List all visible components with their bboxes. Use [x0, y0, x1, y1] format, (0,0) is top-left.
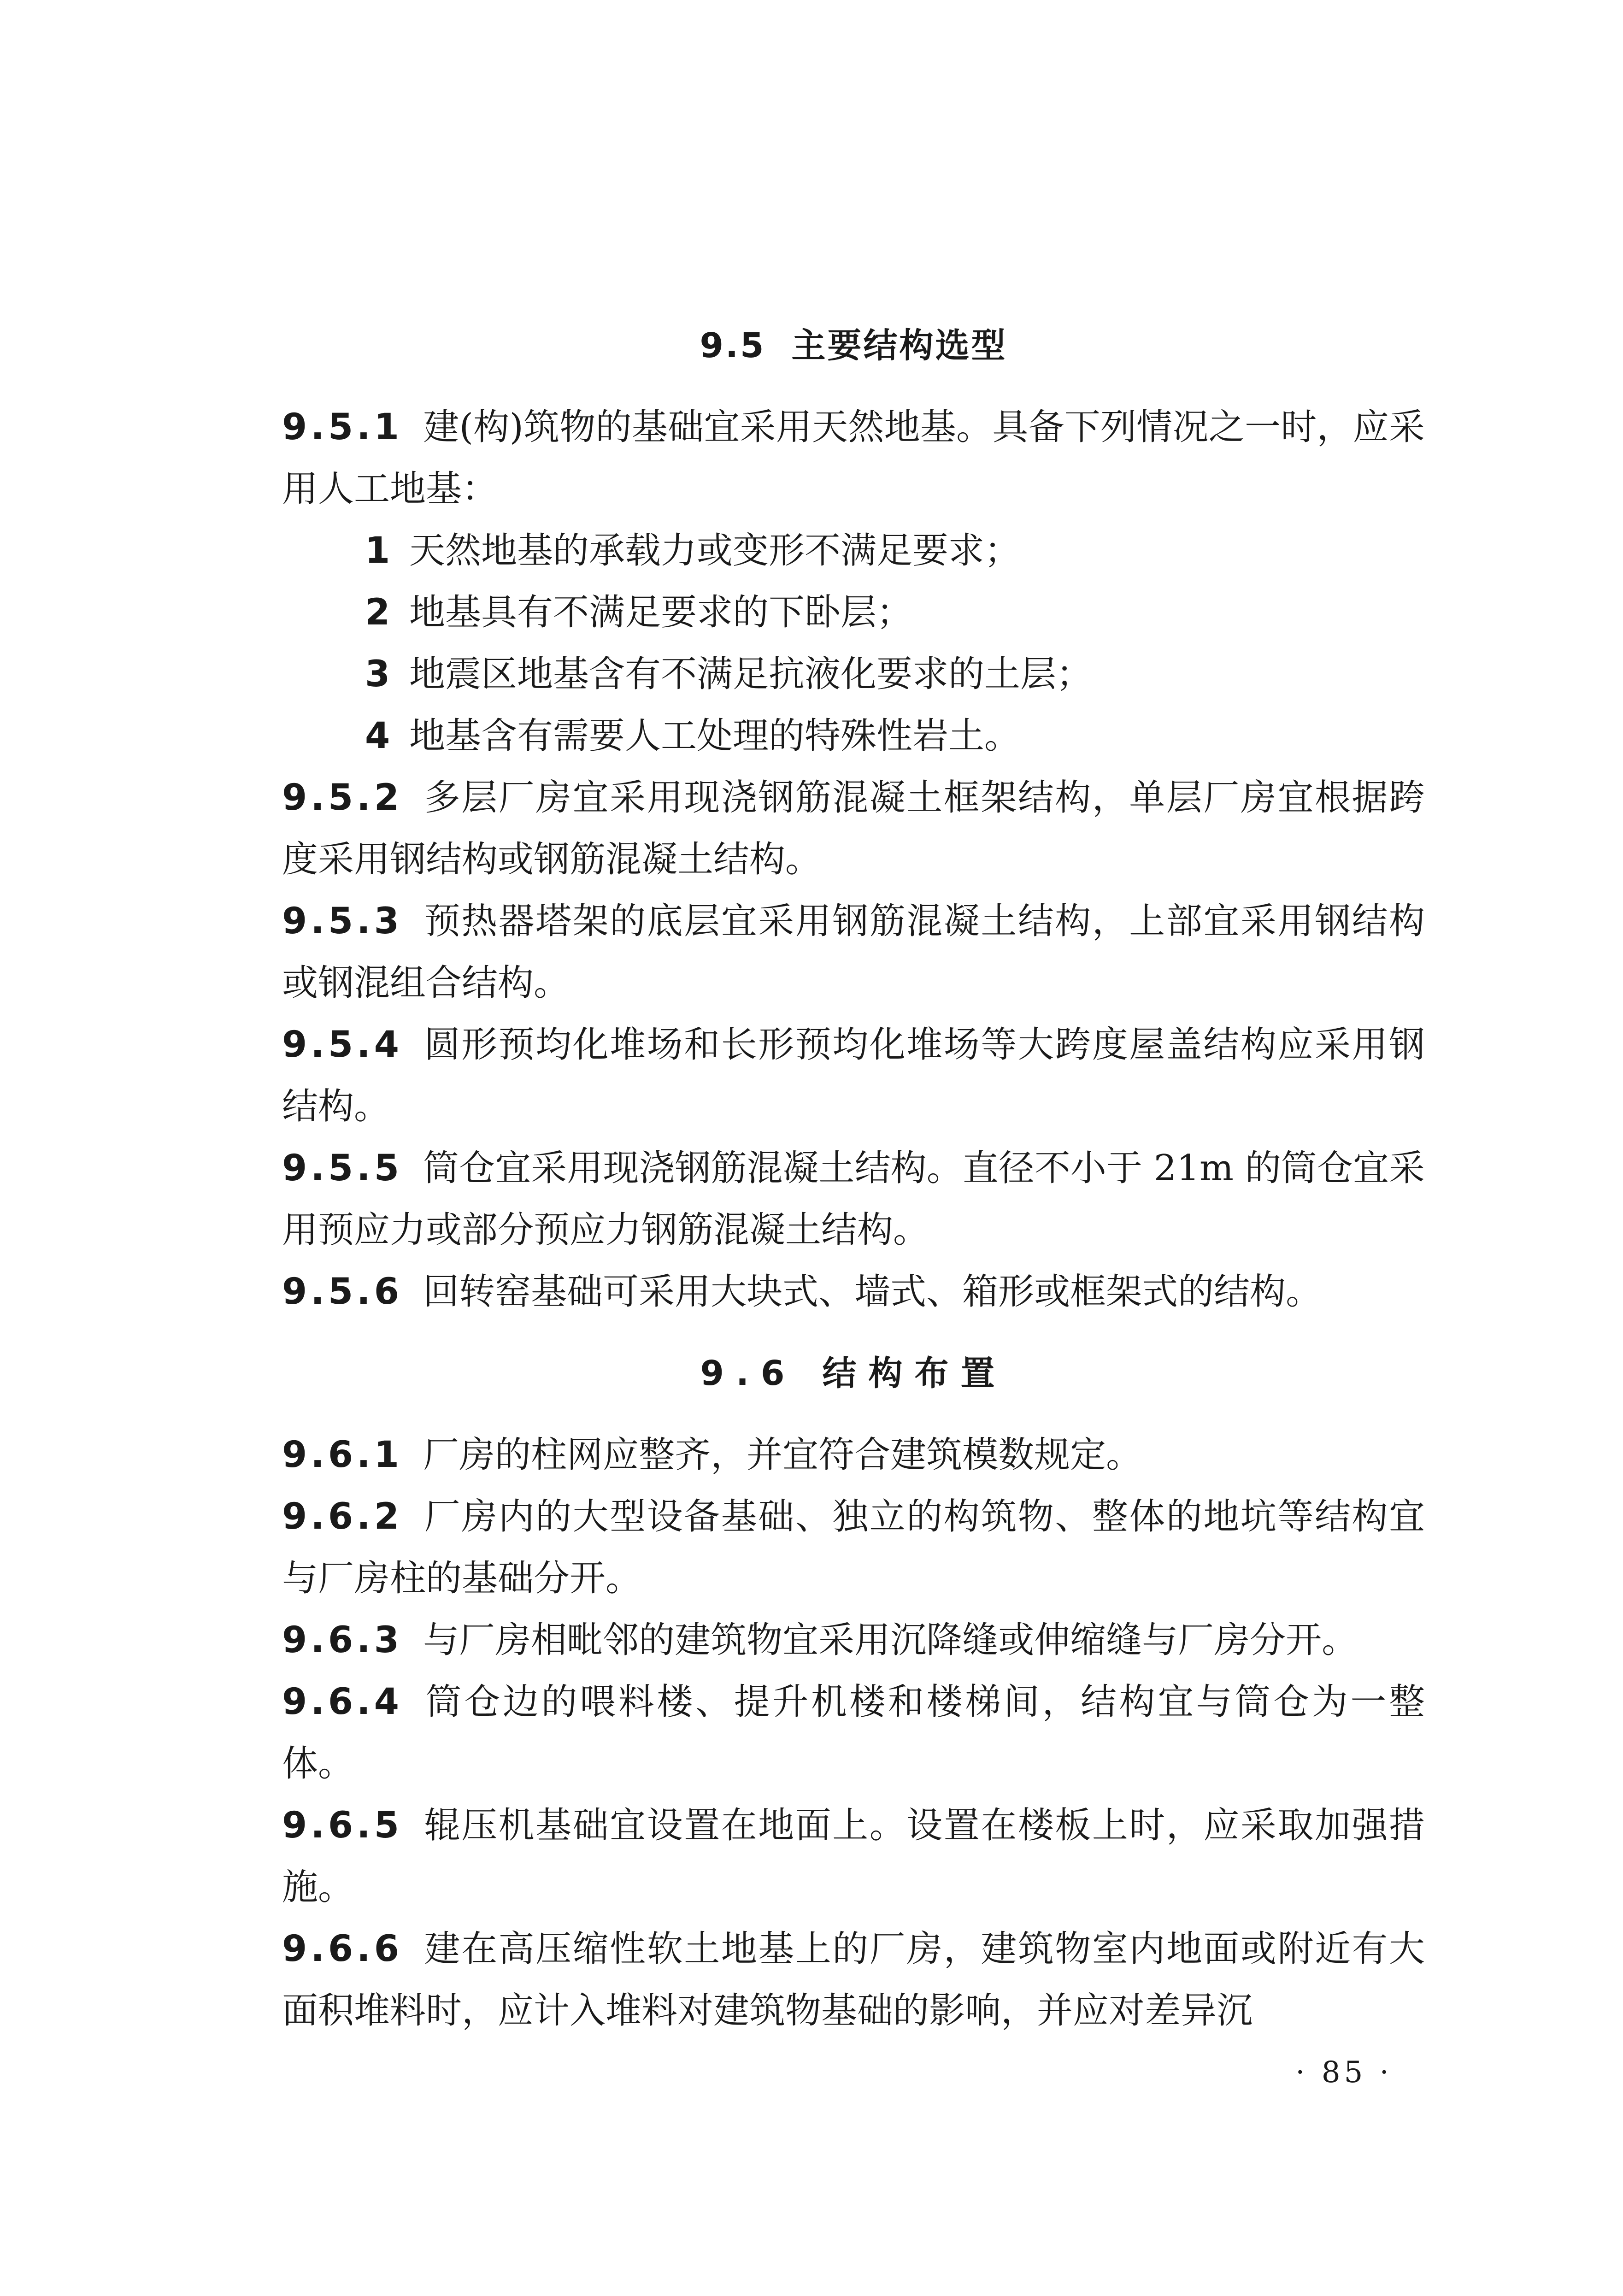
clause-number: 9.6.2	[282, 1496, 403, 1537]
page-number: · 85 ·	[1295, 2055, 1393, 2090]
clause-number: 9.5.4	[282, 1024, 403, 1066]
clause-text: 与厂房相毗邻的建筑物宜采用沉降缝或伸缩缝与厂房分开。	[423, 1619, 1358, 1661]
section-number: 9.6	[700, 1354, 797, 1393]
clause-9-5-6	[282, 1261, 1425, 1323]
document-page	[282, 313, 1425, 2042]
clause-number: 9.6.4	[282, 1681, 403, 1723]
list-item	[282, 643, 1425, 705]
clause-9-5-5	[282, 1137, 1425, 1261]
clause-9-5-1	[282, 396, 1425, 520]
clause-9-6-3	[282, 1609, 1425, 1671]
clause-number: 9.5.5	[282, 1148, 403, 1189]
clause-number: 9.6.5	[282, 1805, 403, 1846]
list-item	[282, 582, 1425, 643]
clause-text: 圆形预均化堆场和长形预均化堆场等大跨度屋盖结构应采用钢结构。	[282, 1024, 1425, 1127]
clause-text: 筒仓宜采用现浇钢筋混凝土结构。直径不小于 21m 的筒仓宜采用预应力或部分预应力钢筋混凝土结构。	[282, 1148, 1425, 1251]
item-number: 1	[365, 530, 390, 571]
clause-text: 建(构)筑物的基础宜采用天然地基。具备下列情况之一时，应采用人工地基：	[282, 406, 1425, 510]
section-heading-9-6	[282, 1341, 1425, 1406]
clause-number: 9.5.2	[282, 777, 403, 818]
clause-9-6-6	[282, 1918, 1425, 2042]
clause-9-6-2	[282, 1486, 1425, 1609]
clause-text: 预热器塔架的底层宜采用钢筋混凝土结构，上部宜采用钢结构或钢混组合结构。	[282, 901, 1425, 1004]
item-number: 3	[365, 653, 390, 695]
clause-number: 9.5.3	[282, 901, 403, 942]
list-item	[282, 520, 1425, 582]
clause-9-5-3	[282, 890, 1425, 1014]
clause-text: 多层厂房宜采用现浇钢筋混凝土框架结构，单层厂房宜根据跨度采用钢结构或钢筋混凝土结构。	[282, 777, 1425, 880]
item-text: 天然地基的承载力或变形不满足要求；	[409, 530, 1021, 571]
clause-text: 厂房的柱网应整齐，并宜符合建筑模数规定。	[423, 1434, 1142, 1476]
item-text: 地基具有不满足要求的下卧层；	[409, 592, 913, 633]
clause-number: 9.5.6	[282, 1271, 403, 1313]
clause-9-5-2	[282, 767, 1425, 890]
clause-text: 建在高压缩性软土地基上的厂房，建筑物室内地面或附近有大面积堆料时，应计入堆料对建筑物基础的影响，并应对差异沉	[282, 1928, 1425, 2031]
item-number: 4	[365, 715, 390, 757]
clause-number: 9.6.1	[282, 1434, 403, 1476]
clause-9-6-5	[282, 1795, 1425, 1918]
section-number: 9.5	[700, 326, 766, 365]
item-number: 2	[365, 592, 390, 633]
clause-text: 筒仓边的喂料楼、提升机楼和楼梯间，结构宜与筒仓为一整体。	[282, 1681, 1425, 1784]
section-heading-9-5	[282, 313, 1425, 378]
clause-text: 厂房内的大型设备基础、独立的构筑物、整体的地坑等结构宜与厂房柱的基础分开。	[282, 1496, 1425, 1599]
clause-9-6-1	[282, 1424, 1425, 1486]
clause-number: 9.5.1	[282, 406, 403, 448]
clause-number: 9.6.3	[282, 1619, 403, 1661]
list-item	[282, 705, 1425, 767]
clause-number: 9.6.6	[282, 1928, 403, 1970]
clause-text: 辊压机基础宜设置在地面上。设置在楼板上时，应采取加强措施。	[282, 1805, 1425, 1908]
item-text: 地震区地基含有不满足抗液化要求的土层；	[409, 653, 1093, 695]
clause-9-5-4	[282, 1014, 1425, 1137]
clause-text: 回转窑基础可采用大块式、墙式、箱形或框架式的结构。	[423, 1271, 1322, 1313]
item-text: 地基含有需要人工处理的特殊性岩土。	[409, 715, 1021, 757]
section-title: 主要结构选型	[791, 326, 1007, 365]
clause-9-6-4	[282, 1671, 1425, 1795]
section-title: 结构布置	[822, 1354, 1007, 1393]
